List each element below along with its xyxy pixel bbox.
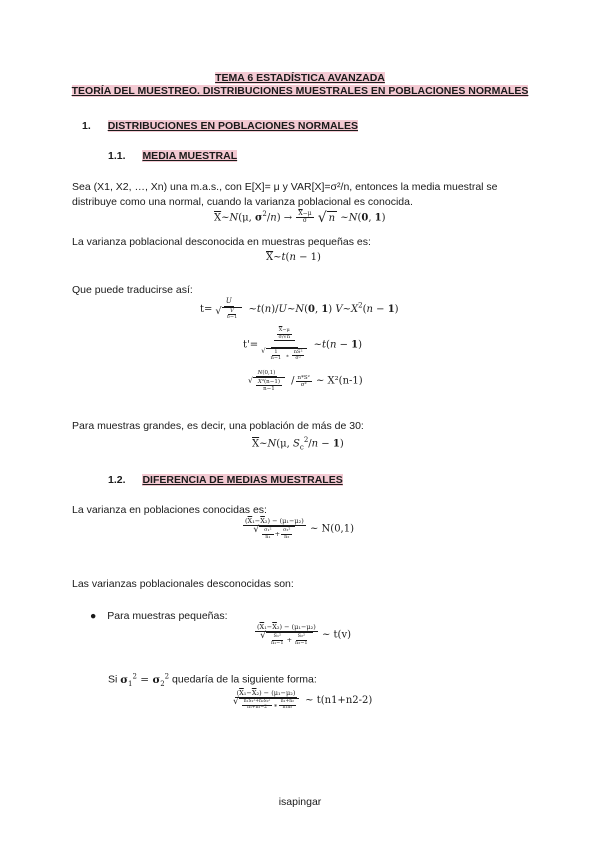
section-1-number: 1. [82, 120, 91, 132]
subsection-1-1-title: MEDIA MUESTRAL [142, 150, 238, 162]
paragraph-unknown-variance: Las varianzas poblacionales desconocidas son: [72, 578, 294, 590]
subsection-1-1-heading [108, 150, 237, 162]
section-1-title: DISTRIBUCIONES EN POBLACIONES NORMALES [107, 120, 358, 132]
document-subtitle: TEORÍA DEL MUESTREO. DISTRIBUCIONES MUESTRALES EN POBLACIONES NORMALES [71, 85, 529, 97]
equation-t-definition: t= U √ $\frac{V}{n-1}$ ~t(n)/U~N(0, 1) $V\sim X^2(n - 1)$ [200, 297, 399, 321]
equation-large-sample: $\overline{X}\sim N(\mu$, $S_c^2/n - 1$) [252, 436, 344, 452]
bullet-icon: ● [90, 610, 97, 622]
bullet-text: Para muestras pequeñas: [107, 610, 228, 622]
equation-t-prime: t'= $\frac{\overline{X}-\mu}{\sigma/√n}$ √ $\frac{1}{n-1}$ ∗ $\frac{\text{nS²}}{\text{σ²}}$ ~t(n − 1) [243, 327, 363, 361]
equation-normal-sample-mean: $\overline{X}\sim N(\mu$, $\sigma^2/n$) → $\frac{\overline{X}-\mu}{\sigma}$ √ n ~N(0, 1) [214, 209, 386, 226]
equation-diff-means-known: $(\overline{X}_1-\overline{X}_2) - (\mu_1-\mu_2)$ √ $\frac{\text{σ₁²}}{\text{n₁}}$ + $\frac{\text{σ₂²}}{\text{n₂}}$ ~ N(0,1) [245, 517, 354, 540]
equation-diff-means-small: $(\overline{X}_1-\overline{X}_2) - (\mu_1-\mu_2)$ √ $\frac{\text{S₁²}}{\text{n₁−1}}$ + $\frac{\text{S₂²}}{\text{n₂−1}}$ ~ t(v) [257, 623, 352, 646]
section-1-heading [82, 120, 358, 132]
equation-diff-means-equal-var: $(\overline{X}_1-\overline{X}_2) - (\mu_1-\mu_2)$ √ $\frac{\text{n₁S₁²+n₂S₂²}}{\text{n₁+n₂−2}}$ ∗ $\frac{\text{n₁+n₂}}{\text{n₁n₂}}$ ~ t(n1+n2-2) [233, 689, 373, 711]
subsection-1-1-number: 1.1. [108, 150, 126, 162]
paragraph-known-variance: La varianza en poblaciones conocidas es: [72, 504, 267, 516]
condition-suffix: quedaría de la siguiente forma: [172, 673, 317, 686]
paragraph-large-samples: Para muestras grandes, es decir, una población de más de 30: [72, 420, 364, 432]
footer-author: isapingar [278, 796, 322, 808]
subsection-1-2-number: 1.2. [108, 474, 126, 486]
media-muestral-paragraph [72, 180, 528, 210]
subsection-1-2-heading [108, 474, 343, 486]
equation-diff-3-result: ~ t(n1+n2-2) [305, 695, 373, 706]
equation-t-distribution: $\overline{X}\sim t(n - 1)$ [266, 252, 321, 263]
bullet-small-samples [90, 610, 228, 622]
paragraph-line: distribuye como una normal, cuando la varianza poblacional es conocida. [72, 196, 413, 208]
paragraph-small-samples: La varianza poblacional desconocida en muestras pequeñas es: [72, 236, 371, 248]
document-header [0, 72, 600, 97]
equation-diff-1-result: ~ N(0,1) [309, 523, 354, 535]
equation-5-result: ~ X²(n-1) [316, 375, 363, 387]
document-title: TEMA 6 ESTADÍSTICA AVANZADA [215, 72, 385, 84]
subsection-1-2-title: DIFERENCIA DE MEDIAS MUESTRALES [142, 474, 343, 486]
condition-prefix: Si [108, 673, 118, 686]
condition-line: Si $\sigma_1^2 = \sigma_2^2$ quedaría de la siguiente forma: [108, 672, 317, 688]
equation-diff-2-result: ~ t(v) [321, 629, 352, 641]
paragraph-translation: Que puede traducirse así: [72, 284, 193, 296]
paragraph-line: Sea (X1, X2, …, Xn) una m.a.s., con E[X]= μ y VAR[X]=σ²/n, entonces la media muestral se [72, 181, 498, 193]
equation-chi-square: N(0,1) √ $\frac{\text{X²(n−1)}}{n-1}$ / $\frac{\text{n*S²}}{\text{σ²}}$ ~ X²(n-1) [248, 370, 363, 393]
